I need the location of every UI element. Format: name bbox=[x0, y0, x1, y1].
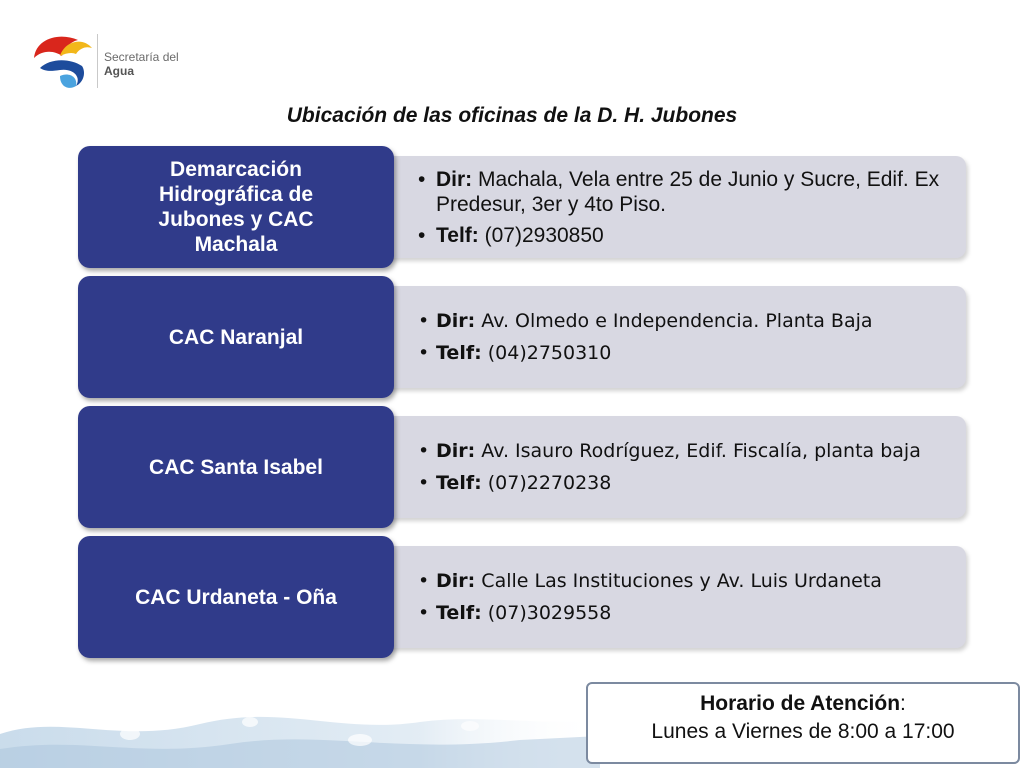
office-row bbox=[78, 536, 966, 658]
address-key: Dir: bbox=[436, 310, 476, 332]
address-item: • Dir: Calle Las Instituciones y Av. Luis Urdaneta bbox=[418, 570, 882, 592]
page-title: Ubicación de las oficinas de la D. H. Jubones bbox=[286, 104, 738, 127]
phone-key: Telf: bbox=[436, 602, 482, 624]
office-label-text: CAC Santa Isabel bbox=[149, 455, 323, 479]
phone-item: • Telf: (07)2930850 bbox=[418, 223, 604, 247]
logo-text bbox=[104, 50, 179, 78]
phone-key: Telf: bbox=[436, 223, 479, 247]
logo-line-2: Agua bbox=[104, 64, 134, 78]
address-key: Dir: bbox=[436, 570, 476, 592]
office-row bbox=[78, 146, 966, 268]
office-details bbox=[418, 286, 956, 388]
phone-key: Telf: bbox=[436, 472, 482, 494]
phone-item: • Telf: (04)2750310 bbox=[418, 342, 612, 364]
address-key: Dir: bbox=[436, 167, 473, 191]
office-details bbox=[418, 156, 956, 258]
phone-value: (07)2930850 bbox=[478, 223, 604, 247]
office-label bbox=[78, 146, 394, 268]
phone-value: (07)3029558 bbox=[481, 602, 612, 624]
office-label bbox=[78, 536, 394, 658]
hours-colon: : bbox=[900, 692, 906, 715]
office-row bbox=[78, 406, 966, 528]
hours-text: Lunes a Viernes de 8:00 a 17:00 bbox=[651, 720, 955, 743]
office-label bbox=[78, 406, 394, 528]
address-key: Dir: bbox=[436, 440, 476, 462]
office-hours-box bbox=[586, 682, 1020, 764]
address-item: • Dir: Machala, Vela entre 25 de Junio y Sucre, Edif. Ex Predesur, 3er y 4to Piso. bbox=[418, 167, 940, 216]
address-item: • Dir: Av. Isauro Rodríguez, Edif. Fiscalía, planta baja bbox=[418, 440, 921, 462]
office-label bbox=[78, 276, 394, 398]
address-value: Av. Isauro Rodríguez, Edif. Fiscalía, planta baja bbox=[475, 440, 921, 462]
office-label-text: CAC Naranjal bbox=[168, 325, 304, 349]
office-row bbox=[78, 276, 966, 398]
office-details bbox=[418, 546, 956, 648]
address-value: Av. Olmedo e Independencia. Planta Baja bbox=[475, 310, 873, 332]
address-value: Calle Las Instituciones y Av. Luis Urdaneta bbox=[475, 570, 882, 592]
hours-label: Horario de Atención bbox=[700, 692, 901, 715]
office-label-text: CAC Urdaneta - Oña bbox=[135, 585, 337, 609]
address-item: • Dir: Av. Olmedo e Independencia. Planta Baja bbox=[418, 310, 873, 332]
phone-key: Telf: bbox=[436, 342, 482, 364]
phone-value: (04)2750310 bbox=[481, 342, 612, 364]
phone-value: (07)2270238 bbox=[481, 472, 612, 494]
logo-line-1: Secretaría del bbox=[104, 50, 179, 64]
logo-separator bbox=[97, 34, 98, 88]
phone-item: • Telf: (07)3029558 bbox=[418, 602, 612, 624]
water-splash-decoration-icon bbox=[0, 674, 600, 768]
phone-item: • Telf: (07)2270238 bbox=[418, 472, 612, 494]
office-label-text: Demarcación Hidrográfica de Jubones y CAC Machala bbox=[158, 158, 314, 256]
address-value: Machala, Vela entre 25 de Junio y Sucre, Edif. Ex Predesur, 3er y 4to Piso. bbox=[436, 167, 940, 216]
office-details bbox=[418, 416, 956, 518]
